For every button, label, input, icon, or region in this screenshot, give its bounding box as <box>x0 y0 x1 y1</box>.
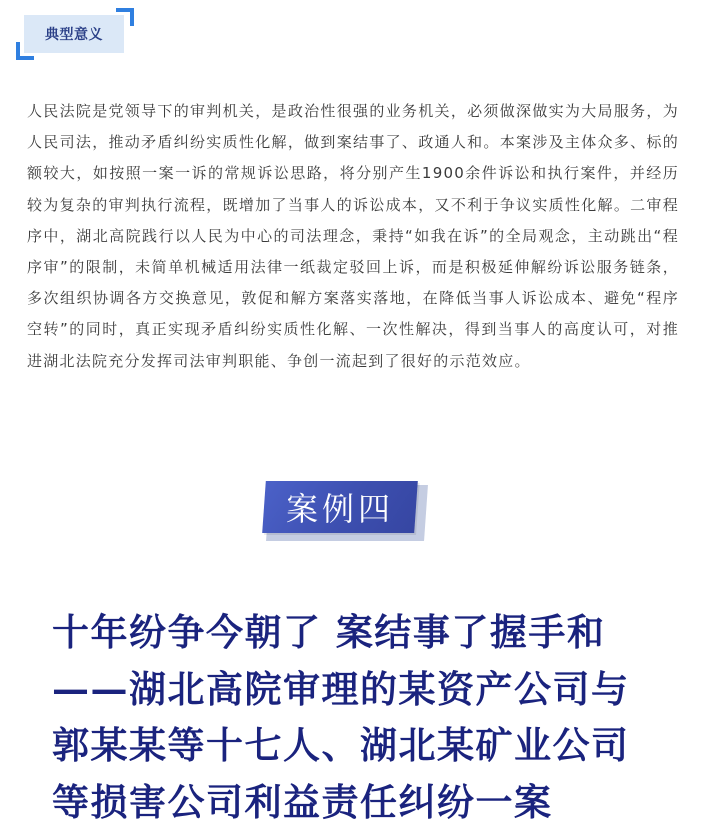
case-badge-box <box>262 481 418 533</box>
significance-paragraph: 人民法院是党领导下的审判机关，是政治性很强的业务机关，必须做深做实为大局服务，为人民司法，推动矛盾纠纷实质性化解，做到案结事了、政通人和。本案涉及主体众多、标的额较大，如按照一案一诉的常规诉讼思路，将分别产生1900余件诉讼和执行案件，并经历较为复杂的审判执行流程，既增加了当事人的诉讼成本，又不利于争议实质性化解。二审程序中，湖北高院践行以人民为中心的司法理念，秉持“如我在诉”的全局观念，主动跳出“程序审”的限制，未简单机械适用法律一纸裁定驳回上诉，而是积极延伸解纷诉讼服务链条，多次组织协调各方交换意见，敦促和解方案落实落地，在降低当事人诉讼成本、避免“程序空转”的同时，真正实现矛盾纠纷实质性化解、一次性解决，得到当事人的高度认可，对推进湖北法院充分发挥司法审判职能、争创一流起到了很好的示范效应。 <box>27 102 679 370</box>
case-badge-label: 案例四 <box>285 490 394 528</box>
case-title-line-2: ——湖北高院审理的某资产公司与 <box>52 666 630 711</box>
section-tag-box <box>24 15 124 53</box>
case-title-line-4: 等损害公司利益责任纠纷一案 <box>52 779 553 824</box>
case-title <box>52 604 692 830</box>
section-tag <box>14 8 134 60</box>
case-title-line-1: 十年纷争今朝了 案结事了握手和 <box>52 610 606 654</box>
case-badge <box>264 481 424 539</box>
case-title-line-3: 郭某某等十七人、湖北某矿业公司 <box>52 723 630 767</box>
section-tag-label: 典型意义 <box>45 27 103 43</box>
